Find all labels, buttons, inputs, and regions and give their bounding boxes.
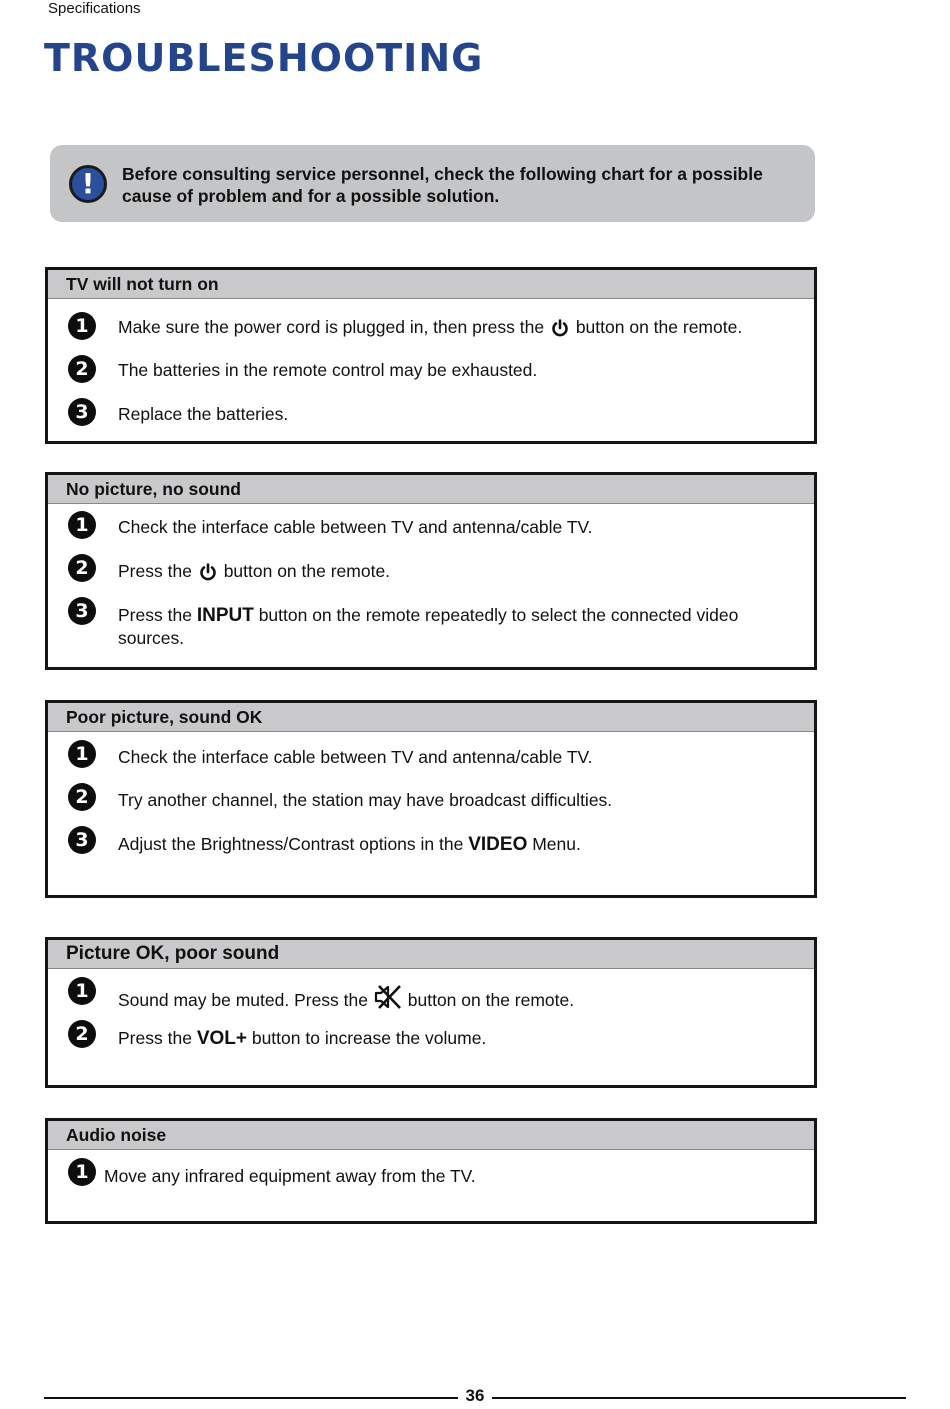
power-icon <box>199 563 217 586</box>
step-number: 2 <box>68 783 96 811</box>
step-text-after: button to increase the volume. <box>251 1028 487 1048</box>
step-keyword: INPUT <box>196 605 254 626</box>
troubleshoot-section-no-picture-no-sound <box>45 472 817 670</box>
step-number: 2 <box>68 554 96 582</box>
step-text: Replace the batteries. <box>118 404 289 424</box>
power-icon <box>551 319 569 342</box>
page-title: TROUBLESHOOTING <box>44 36 484 80</box>
step-number: 2 <box>68 1020 96 1048</box>
step-number: 1 <box>68 740 96 768</box>
step-text: Try another channel, the station may have broadcast difficulties. <box>118 790 613 810</box>
step-text <box>118 833 788 856</box>
section-title: Picture OK, poor sound <box>48 940 814 969</box>
step-text-before: Press the <box>118 605 192 625</box>
step-text-after: button on the remote repeatedly to select the connected video sources. <box>118 605 739 648</box>
step-number: 1 <box>68 511 96 539</box>
step-number: 3 <box>68 826 96 854</box>
mute-icon <box>373 984 403 1015</box>
step-text <box>118 604 788 649</box>
footer-rule-left <box>44 1397 458 1399</box>
step-number: 3 <box>68 398 96 426</box>
step-number: 3 <box>68 597 96 625</box>
step-number: 1 <box>68 312 96 340</box>
step-keyword: VOL+ <box>196 1028 247 1049</box>
step-text-before: Press the <box>118 1028 192 1048</box>
step-text <box>118 984 788 1015</box>
step-text-before: Make sure the power cord is plugged in, then press the <box>118 317 545 337</box>
footer-rule-right <box>492 1397 906 1399</box>
exclamation-icon: ! <box>69 165 107 203</box>
step-text-after: button on the remote. <box>575 317 743 337</box>
step-number: 2 <box>68 355 96 383</box>
section-title: TV will not turn on <box>48 270 814 299</box>
page-number: 36 <box>465 1386 485 1405</box>
section-label: Specifications <box>48 0 141 17</box>
section-title: Audio noise <box>48 1121 814 1150</box>
section-title: Poor picture, sound OK <box>48 703 814 732</box>
step-number: 1 <box>68 1158 96 1186</box>
step-text-after: button on the remote. <box>407 990 575 1010</box>
step-keyword: VIDEO <box>468 834 528 855</box>
step-text-after: Menu. <box>532 834 581 854</box>
section-title: No picture, no sound <box>48 475 814 504</box>
step-text-after: button on the remote. <box>223 561 391 581</box>
troubleshoot-section-audio-noise <box>45 1118 817 1224</box>
notice-panel <box>50 145 815 222</box>
step-text <box>118 1027 788 1050</box>
step-text-before: Adjust the Brightness/Contrast options in the <box>118 834 464 854</box>
step-number: 1 <box>68 977 96 1005</box>
step-text <box>118 560 788 586</box>
notice-text: Before consulting service personnel, check the following chart for a possible cause of problem and for a possible solution. <box>122 164 763 206</box>
step-text: The batteries in the remote control may be exhausted. <box>118 360 538 380</box>
troubleshoot-section-poor-sound <box>45 937 817 1088</box>
step-text: Move any infrared equipment away from the TV. <box>104 1166 476 1186</box>
step-text: Check the interface cable between TV and antenna/cable TV. <box>118 747 593 767</box>
troubleshoot-section-poor-picture <box>45 700 817 898</box>
step-text <box>118 316 788 342</box>
troubleshoot-section-tv-not-on <box>45 267 817 444</box>
step-text-before: Press the <box>118 561 192 581</box>
step-text-before: Sound may be muted. Press the <box>118 990 368 1010</box>
step-text: Check the interface cable between TV and antenna/cable TV. <box>118 517 593 537</box>
